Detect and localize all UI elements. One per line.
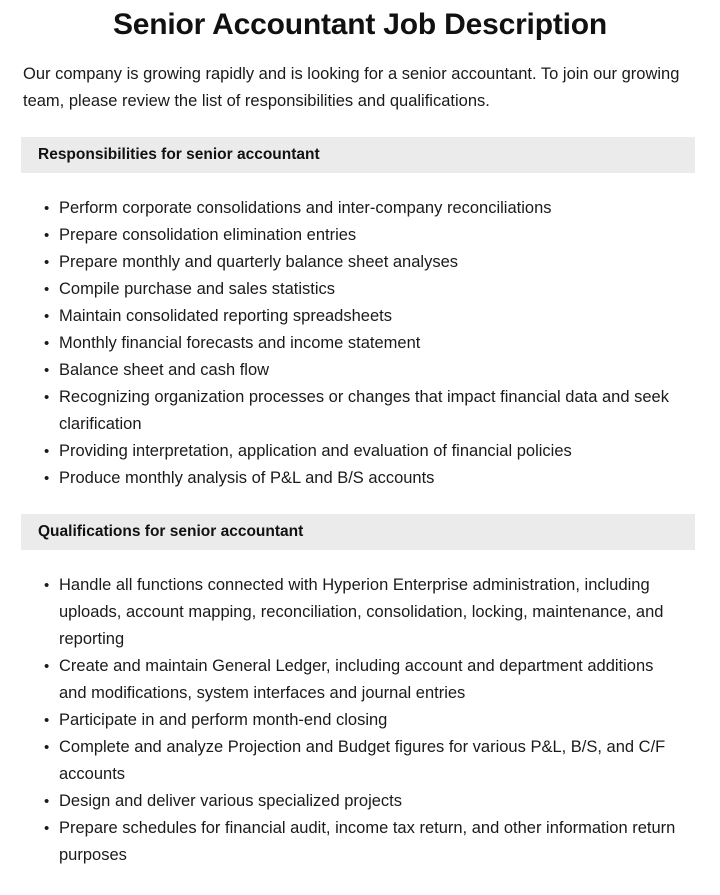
section-heading-responsibilities: Responsibilities for senior accountant [21, 137, 695, 173]
section-qualifications [0, 514, 720, 869]
list-item: • Design and deliver various specialized projects [59, 788, 685, 815]
list-item: • Create and maintain General Ledger, including account and department additions and modifications, system interfaces and journal entries [59, 653, 685, 707]
intro-paragraph: Our company is growing rapidly and is looking for a senior accountant. To join our growing team, please review the list of responsibilities and qualifications. [23, 65, 680, 110]
responsibilities-list [0, 173, 720, 492]
list-item: • Prepare schedules for financial audit, income tax return, and other information return purposes [59, 815, 685, 869]
page-title: Senior Accountant Job Description [112, 8, 607, 41]
list-item: • Produce monthly analysis of P&L and B/S accounts [59, 465, 695, 492]
list-item: • Recognizing organization processes or changes that impact financial data and seek clarification [59, 384, 695, 438]
list-item: • Maintain consolidated reporting spreadsheets [59, 303, 695, 330]
list-item: • Balance sheet and cash flow [59, 357, 695, 384]
list-item: • Handle all functions connected with Hyperion Enterprise administration, including uploads, account mapping, reconciliation, consolidation, locking, maintenance, and reporting [59, 572, 685, 653]
qualifications-list [0, 550, 720, 869]
list-item: • Prepare monthly and quarterly balance sheet analyses [59, 249, 695, 276]
list-item: • Complete and analyze Projection and Budget figures for various P&L, B/S, and C/F accounts [59, 734, 685, 788]
list-item: • Providing interpretation, application and evaluation of financial policies [59, 438, 695, 465]
list-item: • Participate in and perform month-end closing [59, 707, 685, 734]
list-item: • Compile purchase and sales statistics [59, 276, 695, 303]
section-responsibilities [0, 137, 720, 492]
section-heading-qualifications: Qualifications for senior accountant [21, 514, 695, 550]
list-item: • Prepare consolidation elimination entries [59, 222, 695, 249]
list-item: • Monthly financial forecasts and income statement [59, 330, 695, 357]
list-item: • Perform corporate consolidations and inter-company reconciliations [59, 195, 695, 222]
